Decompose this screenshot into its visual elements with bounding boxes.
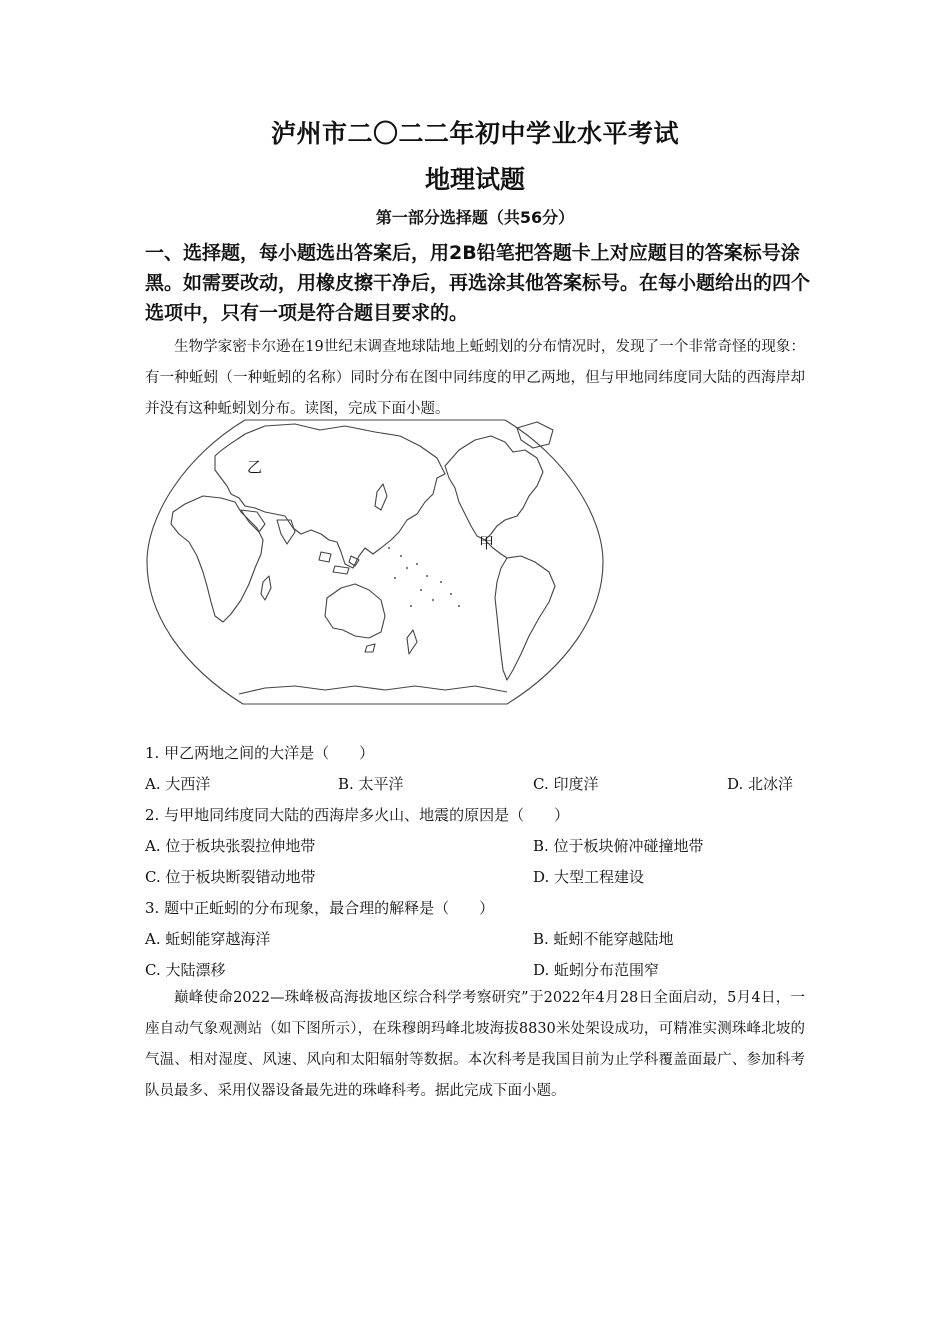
question-3-option-d: D. 蚯蚓分布范围窄 [533,961,660,979]
part-heading: 第一部分选择题（共56分） [375,208,575,227]
question-1-stem: 1. 甲乙两地之间的大洋是（ ） [145,744,375,762]
world-map [145,416,605,708]
antarctica-coast [239,686,507,694]
question-1-option-b: B. 太平洋 [338,775,404,793]
passage-earthworm: 生物学家密卡尔逊在19世纪末调查地球陆地上蚯蚓划的分布情况时，发现了一个非常奇怪的现象：有一种蚯蚓（一种蚯蚓的名称）同时分布在图中同纬度的甲乙两地，但与甲地同纬度同大陆的西海岸却并没有这种蚯蚓划分布。读图，完成下面小题。 [145,339,805,417]
section-instructions: 一、选择题，每小题选出答案后，用2B铅笔把答题卡上对应题目的答案标号涂黑。如需要改动，用橡皮擦干净后，再选涂其他答案标号。在每小题给出的四个选项中，只有一项是符合题目要求的。 [145,242,811,324]
question-1-option-d: D. 北冰洋 [727,775,794,793]
map-label-b: 乙 [247,458,263,476]
question-3-stem: 3. 题中正蚯蚓的分布现象，最合理的解释是（ ） [145,899,495,917]
africa-coast [171,496,263,622]
question-3-option-c: C. 大陆漂移 [145,961,226,979]
question-2-option-d: D. 大型工程建设 [533,868,645,886]
map-label-a: 甲 [479,534,495,552]
question-2-option-c: C. 位于板块断裂错动地带 [145,868,316,886]
question-3-option-a: A. 蚯蚓能穿越海洋 [145,930,271,948]
question-1-option-a: A. 大西洋 [145,775,211,793]
question-2-option-b: B. 位于板块俯冲碰撞地带 [533,837,704,855]
question-2-option-a: A. 位于板块张裂拉伸地带 [145,837,316,855]
eurasia-coast [215,424,445,568]
south-america-coast [495,556,555,680]
north-america-coast [445,436,543,540]
exam-title: 泸州市二〇二二年初中学业水平考试 [270,119,679,148]
question-3-option-b: B. 蚯蚓不能穿越陆地 [533,930,674,948]
question-1-option-c: C. 印度洋 [533,775,599,793]
passage-everest: 巅峰使命2022—珠峰极高海拔地区综合科学考察研究”于2022年4月28日全面启动，5月4日，一座自动气象观测站（如下图所示），在珠穆朗玛峰北坡海拔8830米处架设成功，可精准实测珠峰北坡的气温、相对湿度、风速、风向和太阳辐射等数据。本次科考是我国目前为止学科覆盖面最广、参加科考队员最多、采用仪器设备最先进的珠峰科考。据此完成下面小题。 [145,990,805,1099]
australia-coast [325,584,385,638]
question-2-stem: 2. 与甲地同纬度同大陆的西海岸多火山、地震的原因是（ ） [145,806,570,824]
exam-subtitle: 地理试题 [424,165,525,194]
